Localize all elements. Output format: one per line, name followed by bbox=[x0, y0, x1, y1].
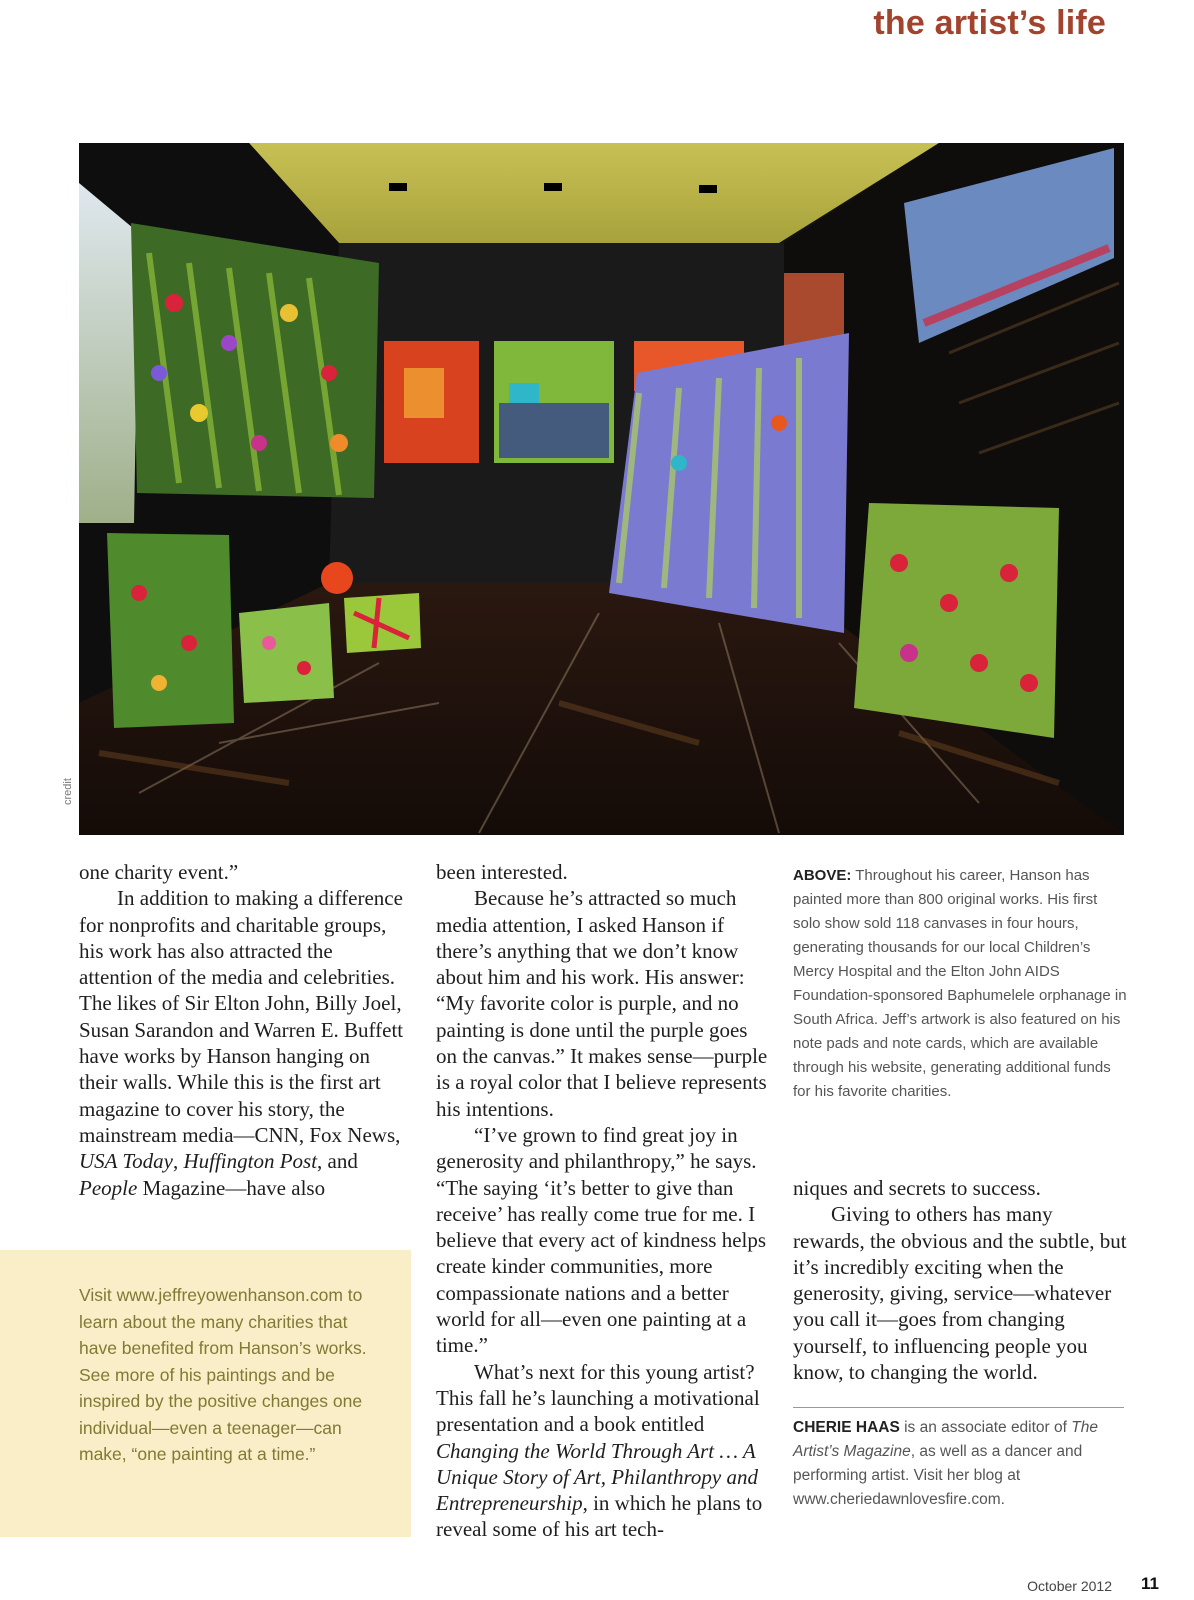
gallery-room-illustration bbox=[79, 143, 1124, 835]
photo-credit: credit bbox=[62, 778, 74, 805]
paragraph: Giving to others has many rewards, the obvious and the subtle, but it’s incredibly exciting when the generosity, giving, service—whatever you call it—goes from changing yourself, to influencing people you know, to changing the world. bbox=[793, 1202, 1127, 1385]
author-name: CHERIE HAAS bbox=[793, 1419, 900, 1436]
photo-caption bbox=[793, 864, 1128, 1104]
caption-text: Throughout his career, Hanson has painted more than 800 original works. His first solo show sold 118 canvases in four hours, generating thousands for our local Children’s Mercy Hospital and the Elton John AIDS Foundation-sponsored Baphumelele orphanage in South Africa. Jeff’s artwork is also featured on his note pads and note cards, which are available through his website, generating additional funds for his favorite charities. bbox=[793, 867, 1127, 1100]
section-title: the artist’s life bbox=[873, 4, 1106, 42]
abstract-canvas-small bbox=[344, 593, 421, 653]
floral-canvas-small-1 bbox=[107, 533, 234, 728]
page-number: 11 bbox=[1141, 1574, 1159, 1593]
gallery-photo bbox=[79, 143, 1124, 835]
sidebar-text: Visit www.jeffreyowenhanson.com to learn about the many charities that have benefited from Hanson’s works. See more of his paintings and be inspired by the positive changes one individual—even a teenager—can make, “one painting at a time.” bbox=[79, 1285, 367, 1464]
poppy-canvas bbox=[854, 503, 1059, 738]
article-column-2 bbox=[436, 859, 772, 1543]
author-bio: CHERIE HAAS is an associate editor of The Artist’s Magazine, as well as a dancer and performing artist. Visit her blog at www.cheriedawnlovesfire.com. bbox=[793, 1419, 1098, 1508]
floral-canvas-small-2 bbox=[239, 603, 334, 703]
paragraph: Because he’s attracted so much media attention, I asked Hanson if there’s anything that we don’t know about him and his work. His answer: “My favorite color is purple, and no painting is done until the purple goes on the canvas.” It makes sense—purple is a royal color that I believe represents his intentions. bbox=[436, 886, 768, 1121]
paragraph: one charity event.” bbox=[79, 860, 239, 884]
paragraph: niques and secrets to success. bbox=[793, 1176, 1041, 1200]
issue-date: October 2012 bbox=[1027, 1578, 1112, 1594]
paragraph: In addition to making a difference for nonprofits and charitable groups, his work has also attracted the attention of the media and celebrities. The likes of Sir Elton John, Billy Joel, Susan Sarandon and Warren E. Buffett have works by Hanson hanging on their walls. While this is the first art magazine to cover his story, the mainstream media—CNN, Fox News, USA Today, Huffington Post, and People Magazine—have also bbox=[79, 886, 404, 1200]
info-sidebar bbox=[0, 1250, 411, 1537]
purple-floral-canvas bbox=[609, 333, 849, 633]
article-column-1 bbox=[79, 859, 409, 1201]
article-column-3 bbox=[793, 1175, 1128, 1385]
divider bbox=[793, 1407, 1124, 1408]
paragraph: been interested. bbox=[436, 860, 568, 884]
paragraph: “I’ve grown to find great joy in generosity and philanthropy,” he says. “The saying ‘it’s better to give than receive’ has really come true for me. I believe that every act of kindness helps create kinder communities, more compassionate nations and a better world for all—even one painting at a time.” bbox=[436, 1122, 767, 1358]
caption-lead: ABOVE: bbox=[793, 867, 852, 884]
paragraph: What’s next for this young artist? This fall he’s launching a motivational presentation and a book entitled Changing the World Through Art … A Unique Story of Art, Philanthropy and Entrepreneurship, in which he plans to reveal some of his art tech- bbox=[436, 1359, 763, 1542]
